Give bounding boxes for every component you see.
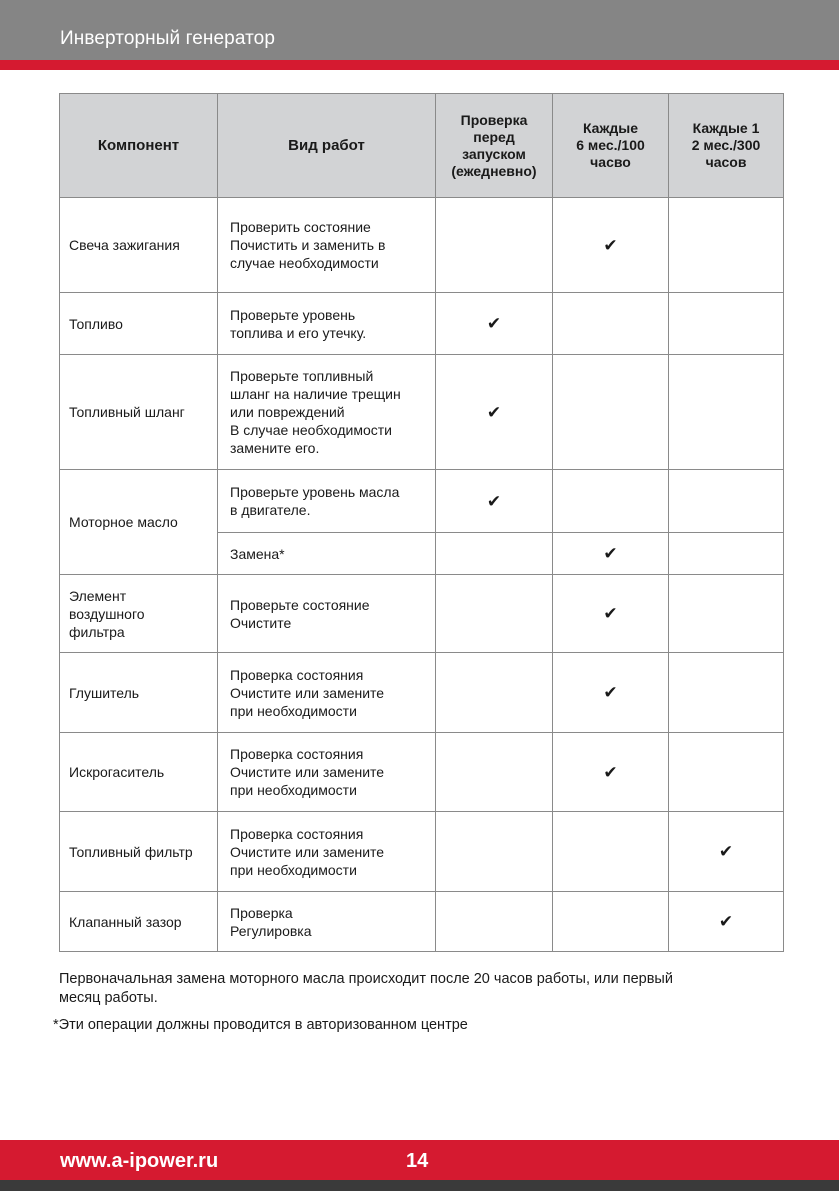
work-cell: Замена* <box>218 533 436 575</box>
component-cell: Глушитель <box>60 653 218 733</box>
six-months-cell <box>553 653 669 733</box>
twelve-months-cell <box>669 575 784 653</box>
table-row <box>60 733 784 812</box>
table-row <box>60 198 784 293</box>
six-months-cell <box>553 470 669 533</box>
twelve-months-cell <box>669 892 784 952</box>
check-mark-icon: ✔ <box>486 314 502 334</box>
header-accent-stripe <box>0 60 839 70</box>
component-cell: Топливный фильтр <box>60 812 218 892</box>
table-row <box>60 653 784 733</box>
work-cell: Проверить состояние Почистить и заменить в случае необходимости <box>218 198 436 293</box>
six-months-cell <box>553 533 669 575</box>
work-cell: Проверьте топливный шланг на наличие трещин или повреждений В случае необходимости замените его. <box>218 355 436 470</box>
check-mark-icon: ✔ <box>603 683 618 703</box>
column-header-daily: Проверка перед запуском (ежедневно) <box>436 94 553 198</box>
twelve-months-cell <box>669 653 784 733</box>
check-mark-icon: ✔ <box>603 604 618 624</box>
check-mark-icon: ✔ <box>603 762 618 783</box>
work-cell: Проверьте уровень топлива и его утечку. <box>218 293 436 355</box>
daily-cell <box>436 470 553 533</box>
daily-cell <box>436 533 553 575</box>
component-cell: Клапанный зазор <box>60 892 218 952</box>
table-row <box>60 812 784 892</box>
check-mark-icon: ✔ <box>603 544 618 564</box>
work-cell: Проверка состояния Очистите или замените при необходимости <box>218 812 436 892</box>
work-cell: Проверьте уровень масла в двигателе. <box>218 470 436 533</box>
page-number: 14 <box>406 1150 429 1172</box>
check-mark-icon: ✔ <box>603 235 618 256</box>
check-mark-icon: ✔ <box>486 491 502 512</box>
twelve-months-cell <box>669 198 784 293</box>
daily-cell <box>436 812 553 892</box>
table-row <box>60 355 784 470</box>
oil-change-note: Первоначальная замена моторного масла происходит после 20 часов работы, или первый месяц работы. <box>59 971 673 1006</box>
daily-cell <box>436 653 553 733</box>
daily-cell <box>436 733 553 812</box>
component-cell: Свеча зажигания <box>60 198 218 293</box>
service-center-note: *Эти операции должны проводится в авторизованном центре <box>53 1017 468 1033</box>
component-cell: Элемент воздушного фильтра <box>60 575 218 653</box>
component-cell: Моторное масло <box>60 470 218 575</box>
column-header-work: Вид работ <box>218 94 436 198</box>
table-header-row <box>60 94 784 198</box>
component-cell: Топливный шланг <box>60 355 218 470</box>
check-mark-icon: ✔ <box>718 842 734 862</box>
table-row <box>60 892 784 952</box>
component-cell: Топливо <box>60 293 218 355</box>
six-months-cell <box>553 293 669 355</box>
twelve-months-cell <box>669 812 784 892</box>
six-months-cell <box>553 355 669 470</box>
maintenance-table <box>59 93 784 952</box>
footer-dark-stripe <box>0 1180 839 1191</box>
daily-cell <box>436 355 553 470</box>
work-cell: Проверка состояния Очистите или замените при необходимости <box>218 653 436 733</box>
twelve-months-cell <box>669 355 784 470</box>
column-header-12-months: Каждые 1 2 мес./300 часов <box>669 94 784 198</box>
work-cell: Проверка Регулировка <box>218 892 436 952</box>
twelve-months-cell <box>669 733 784 812</box>
six-months-cell <box>553 198 669 293</box>
daily-cell <box>436 892 553 952</box>
daily-cell <box>436 198 553 293</box>
work-cell: Проверьте состояние Очистите <box>218 575 436 653</box>
table-row <box>60 470 784 533</box>
check-mark-icon: ✔ <box>718 912 734 932</box>
column-header-component: Компонент <box>60 94 218 198</box>
daily-cell <box>436 575 553 653</box>
twelve-months-cell <box>669 293 784 355</box>
work-cell: Проверка состояния Очистите или замените при необходимости <box>218 733 436 812</box>
daily-cell <box>436 293 553 355</box>
six-months-cell <box>553 733 669 812</box>
component-cell: Искрогаситель <box>60 733 218 812</box>
table-row <box>60 293 784 355</box>
six-months-cell <box>553 812 669 892</box>
twelve-months-cell <box>669 470 784 533</box>
six-months-cell <box>553 892 669 952</box>
check-mark-icon: ✔ <box>486 402 502 423</box>
page-title: Инверторный генератор <box>60 28 275 49</box>
column-header-6-months: Каждые 6 мес./100 часво <box>553 94 669 198</box>
website-link[interactable]: www.a-ipower.ru <box>60 1150 219 1172</box>
six-months-cell <box>553 575 669 653</box>
twelve-months-cell <box>669 533 784 575</box>
table-row <box>60 575 784 653</box>
